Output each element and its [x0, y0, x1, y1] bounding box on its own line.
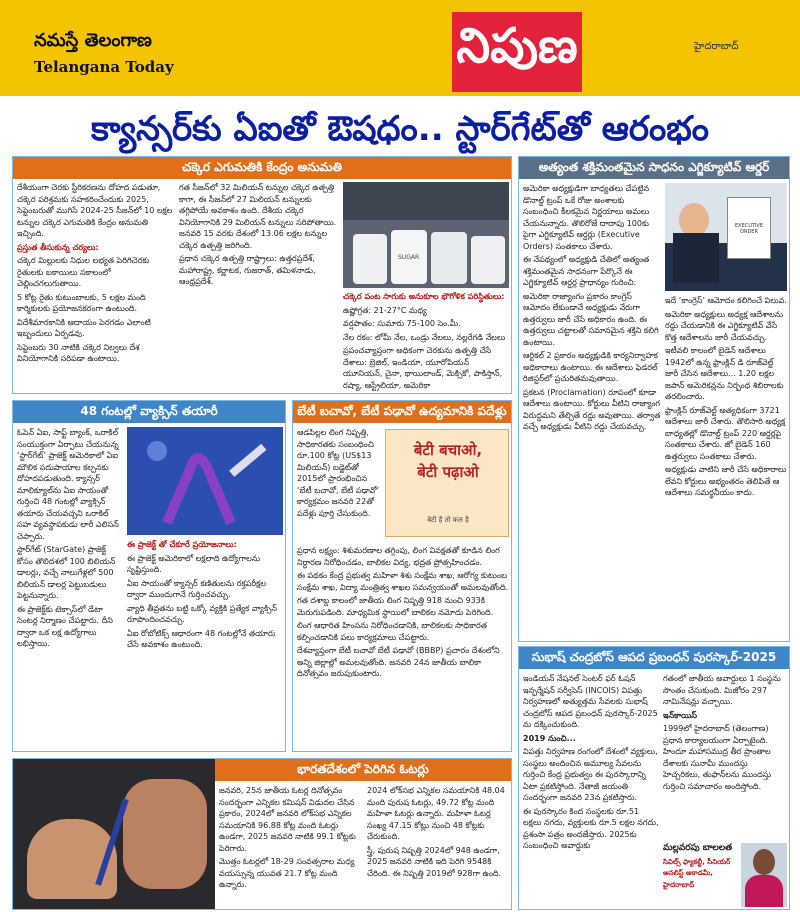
beti-p2: ప్రధాన లక్ష్యం: శిశుమరణాల తగ్గింపు, లింగ వివక్షతతో కూడిన లింగ నిర్ధారణ నిరోధించడం, బాలికల విద్య, భద్రత ప్రోత్సహించడం.	[297, 546, 500, 567]
sugar-col2	[179, 182, 339, 392]
order-p5: ప్రకటన (Proclamation) రూపంలో కూడా ఆదేశాలు ఉంటాయి. కోర్టులు వీటిని రాజ్యాంగ విరుద్ధమని తేల్చితే రద్దు అవుతాయి. తర్వాత వచ్చే అధ్యక్షుడు వీటిని రద్దు చేయవచ్చు.	[523, 387, 661, 431]
brand-telugu: నమస్తే తెలంగాణ	[34, 30, 152, 51]
poster-line1: बेटी बचाओ,	[413, 441, 483, 459]
sugar-c1: ఉష్ణోగ్రత: 21-27°C మధ్య	[343, 305, 427, 315]
beti-header: బేటీ బచావో, బేటీ పఢావో ఉద్యమానికి పదేళ్లు	[293, 401, 511, 423]
order-col2	[665, 295, 787, 641]
order-p9: ఫ్రాంక్లిన్ రూజ్‌వెల్ట్ అత్యధికంగా 3721 ఆదేశాలు జారీ చేశారు. తొలిసారి అధ్యక్ష బాధ్యతల్లో డొనాల్డ్ ట్రంప్ 220 ఆర్డర్లపై సంతకాలు చేశారు. జో బైడెన్ 160 ఉత్తర్వులు సంతకాలు చేశారు.	[665, 405, 786, 461]
award-p2: విపత్తు నిర్వహణ రంగంలో దేశంలో వ్యక్తులు, సంస్థలు అందించిన అమూల్య సేవలను గుర్తించి కేంద్ర ప్రభుత్వం ఈ పురస్కారాన్ని ఏటా ప్రకటిస్తోంది. నేతాజీ జయంతి సందర్భంగా జనవరి 23న ప్రకటిస్తారు.	[523, 747, 658, 802]
sugar-header: చక్కెర ఎగుమతికి కేంద్రం అనుమతి	[13, 157, 511, 179]
vaccine-sub: ఈ ప్రాజెక్ట్ తో చేకూరే ప్రయోజనాలు:	[127, 540, 237, 549]
voters-p2: మొత్తం ఓటర్లలో 18-29 సంవత్సరాల మధ్య వయస్సున్న యువత 21.7 కోట్ల మంది ఉన్నారు.	[219, 857, 355, 889]
trump-signing-photo	[665, 183, 787, 291]
award-article	[518, 646, 790, 910]
author-photo	[741, 843, 787, 907]
section-title: నిపుణ	[452, 12, 582, 92]
sugar-b4: సెప్టెంబరు 30 నాటికి చక్కెర నిల్వలు దేశ వినియోగానికి సరిపడా ఉంటాయి.	[17, 342, 140, 363]
voters-col2	[367, 785, 509, 909]
main-headline: క్యాన్సర్‌కు ఏఐతో ఔషధం.. స్టార్‌గేట్‌తో ఆరంభం	[90, 109, 710, 149]
vaccine-p3: ఈ ప్రాజెక్ట్‌కు టెక్సాస్‌లో డేటా సెంటర్ల నిర్మాణం చేపట్టారు. దీని ద్వారా ఒక లక్ష ఉద్యోగాలు లభిస్తాయి.	[17, 604, 113, 648]
dateline: హైదరాబాద్	[694, 41, 739, 52]
sugar-c3: నేల రకం: లోమీ నేల, ఒండ్రు నేలలు, నల్లరేగడి నేలలు	[343, 332, 506, 342]
beti-p6: దేశవ్యాప్తంగా బేటీ బచావో బేటీ పఢావో (BBBP) ప్రచారం దేశంలోని అన్ని జిల్లాల్లో అమలవుతోంది. జనవరి 24న జాతీయ బాలికా దినోత్సవం జరుపుకుంటారు.	[297, 646, 500, 678]
vaccine-col1	[17, 427, 123, 749]
brand-english: Telangana Today	[34, 58, 174, 76]
award-sub1: 2019 నుంచి...	[523, 733, 576, 743]
author-name: మల్లవరపు బాలలత	[663, 843, 733, 853]
award-header: సుభాష్ చంద్రబోస్ ఆపద ప్రబంధన్ పురస్కార్-2025	[519, 647, 789, 669]
order-header: అత్యంత శక్తిమంతమైన సాధనం ఎగ్జిక్యూటివ్ ఆర్డర్	[519, 157, 789, 179]
order-p4: ఆర్టికల్ 2 ప్రకారం అధ్యక్షుడికి కార్యనిర్వాహక అధికారాలు ఉంటాయి. ఈ ఆదేశాలు ఫెడరల్ రిజిస్టర్‌లో ప్రచురితమవుతాయి.	[523, 351, 658, 383]
sugar-intro: దేశీయంగా చెరకు స్టీరికరణను దోహద పడుతూ, చక్కెర పరిశ్రమకు సహకరించేందుకు 2025, సెప్టెంబరుతో ముగిసే 2024-25 సీజన్‌లో 10 లక్షల టన్నుల చక్కెర ఎగుమతికి కేంద్రం అనుమతి ఇచ్చింది.	[17, 183, 173, 238]
poster-line2: बेटी पढ़ाओ	[417, 463, 479, 481]
voters-col1	[219, 785, 363, 909]
order-p7: అమెరికా అధ్యక్షులు అధ్యక్ష ఆదేశాలను రద్దు చేయడానికి ఈ ఎగ్జిక్యూటివ్ వేసే కొత్త ఆదేశాలను జారీ చేయవచ్చు.	[665, 309, 784, 342]
order-sign-text: EXECUTIVE ORDER	[734, 223, 763, 235]
vaccine-p2: స్టార్‌గేట్ (StarGate) ప్రాజెక్ట్ కోసం తొలిదశలో 100 బిలియన్ డాలర్లు, వచ్చే నాలుగేళ్లలో 500 బిలియన్ డాలర్ల పెట్టుబడులు పెట్టనున్నారు.	[17, 545, 116, 600]
sugar-mid: గత సీజన్‌లో 32 మిలియన్ టన్నుల చక్కెర ఉత్పత్తి కాగా, ఈ సీజన్‌లో 27 మిలియన్ టన్నులకు తగ్గిపోయే అవకాశం ఉంది. దేశీయ చక్కెర వినియోగానికి 29 మిలియన్ టన్నులు సరిపోతాయి. జనవరి 15 వరకు దేశంలో 13.06 లక్షల టన్నుల చక్కెర ఉత్పత్తి జరిగింది.	[179, 183, 337, 250]
vaccine-article	[12, 400, 286, 752]
order-col1	[523, 183, 661, 641]
beti-col1	[297, 427, 381, 543]
award-sub2: ఇన్‌కాయిస్	[663, 710, 697, 720]
sugar-b2: 5 కోట్ల రైతు కుటుంబాలకు, 5 లక్షల మంది కార్మికులకు ప్రయోజనకరంగా ఉంటుంది.	[17, 292, 146, 313]
award-p5: 1999లో హైదరాబాద్ (తెలంగాణ) ప్రధాన కార్యాలయంగా ఏర్పాటైంది. హిందూ మహాసముద్ర తీర ప్రాంతాల దేశాలకు సునామీ ముందస్తు హెచ్చరికలు, తుఫాన్‌లను ముందస్తు గుర్తించి సమాచారం అందిస్తోంది.	[663, 724, 772, 791]
beti-article	[292, 400, 512, 752]
beti-p1: ఆడపిల్లల లింగ నిష్పత్తి, సాధికారతకు సంబంధించి రూ.100 కోట్ల (US$13 మిలియన్) బడ్జెట్‌తో 2015లో ప్రారంభించిన ‘బేటీ బచావో, బేటీ పఢావో’ కార్యక్రమం జనవరి 22తో పదేళ్లు పూర్తి చేసుకుంది.	[297, 428, 380, 518]
vaccine-header: 48 గంటల్లో వ్యాక్సిన్ తయారీ	[13, 401, 285, 423]
order-p6: ఇదే ‘కాంగ్రెస్’ ఆమోదం కలిగించే విలువ.	[665, 296, 787, 305]
ribbon-graphic	[127, 427, 283, 535]
poster-tag: बेटी है तो कल है	[427, 516, 469, 524]
author-title: సివిల్స్ ఫ్యాకల్టీ, సీనియర్ అనలిస్ట్ అకాడమీ, హైదరాబాద్	[663, 857, 731, 889]
voters-header: భారతదేశంలో పెరిగిన ఓటర్లు	[215, 759, 511, 781]
voters-p3: 2024 లోక్‌సభ ఎన్నికల సమయానికి 48.04 మంది పురుష ఓటర్లు, 49.72 కోట్ల మంది మహిళా ఓటర్లు ఉన్నారు. మహిళా ఓటర్ల సంఖ్య 47.15 కోట్లు నుంచి 48 కోట్లకు చేరుకుంది.	[367, 786, 505, 841]
beti-p3: ఈ పథకం కేంద్ర ప్రభుత్వ మహిళా శిశు సంక్షేమ శాఖ, ఆరోగ్య కుటుంబ సంక్షేమ శాఖ, విద్యా మంత్రిత్వ శాఖల సమన్వయంతో అమలవుతోంది.	[297, 571, 509, 592]
beti-col2	[297, 545, 509, 749]
beti-poster	[385, 429, 509, 537]
sugar-caption	[343, 291, 509, 392]
beti-p4: గత దశాబ్ద కాలంలో జాతీయ లింగ నిష్పత్తి 918 నుంచి 933కి మెరుగుపడింది. మాధ్యమిక స్థాయిలో బాలికల నమోదు పెరిగింది.	[297, 596, 494, 617]
vaccine-b3: వ్యాధి తీవ్రతను బట్టి ఒక్కో వ్యక్తికి ప్రత్యేక వ్యాక్సిన్ రూపొందించవచ్చు.	[127, 603, 277, 624]
vaccine-p1: ఓపెన్ ఏఐ, సాఫ్ట్ బ్యాంక్, ఒరాకిల్ సంయుక్తంగా ఏర్పాటు చేయనున్న ‘స్టార్‌గేట్’ ప్రాజెక్ట్ అమెరికాలో ఏఐ మౌలిక సదుపాయాల కల్పనకు దోహదపడుతుంది. క్యాన్సర్ మాలిక్యూల్‌ను ఏఐ సాయంతో గుర్తించి 48 గంటల్లో వ్యాక్సిన్ తయారు చేయవచ్చని ఒరాకిల్ సహ వ్యవస్థాపకుడు లారీ ఎలిసన్ చెప్పారు.	[17, 428, 119, 541]
author-credit	[663, 843, 737, 909]
sugar-col1	[17, 182, 175, 392]
voters-p4: స్త్రీ, పురుష నిష్పత్తి 2024లో 948 ఉండగా, 2025 జనవరి నాటికి ఇది పెరిగి 9548కి చేరింది. ఈ నిష్పత్తి 2019లో 928గా ఉంది.	[367, 845, 502, 878]
award-p1: ఇండియన్ నేషనల్ సెంటర్ ఫర్ ఓషన్ ఇన్ఫర్మేషన్ సర్వీసెస్ (INCOIS) విపత్తు నిర్వహణలో అత్యుత్తమ సేవలకు సుభాష్ చంద్రబోస్ ఆపద ప్రబంధన్ పురస్కార్-2025 ను దక్కించుకుంది.	[523, 674, 658, 729]
vaccine-b1: ఈ ప్రాజెక్ట్ అమెరికాలో లక్షలాది ఉద్యోగాలను సృష్టిస్తుంది.	[127, 553, 261, 574]
order-p8: ఇటీవలి కాలంలో బైడెన్ ఆదేశాలు 1942లో ఉన్న ఫ్రాంక్లిన్ డి రూజ్‌వెల్ట్ జారీ చేసిన ఆదేశాలు... 1.20 లక్షల జపాన్ అమెరికన్లను నిర్బంధ శిబిరాలకు తరలించారు.	[665, 346, 784, 401]
vaccine-ribbon-image	[127, 427, 283, 535]
award-col1	[523, 673, 659, 909]
sugar-mid2: ప్రధాన చక్కెర ఉత్పత్తి రాష్ట్రాలు: ఉత్తరప్రదేశ్, మహారాష్ట్ర, కర్ణాటక, గుజరాత్, తమిళనాడు, ఆంధ్రప్రదేశ్.	[179, 254, 316, 286]
award-p4: గతంలో జాతీయ అవార్డులు 1 సంస్థను సొంతం చేసుకుంది. మిజోరం 297 నామినేషన్లు వచ్చాయి.	[663, 674, 781, 706]
voters-article	[12, 758, 512, 910]
vaccine-b4: ఏఐ రోబోటిక్స్ ఆధారంగా 48 గంటల్లోనే తయారు చేసే అవకాశం ఉంటుంది.	[127, 628, 276, 649]
sugar-c4: ప్రపంచవ్యాప్తంగా అధికంగా చెరకును ఉత్పత్తి చేసే దేశాలు: బ్రెజిల్, ఇండియా, యూరోపియన్ యూనియన్, చైనా, థాయిలాండ్, మెక్సికో, పాకిస్తాన్, రష్యా, ఆస్ట్రేలియా, అమెరికా	[343, 346, 503, 390]
voter-ink-photo	[13, 759, 215, 909]
sugar-sub: ప్రస్తుత తీసుకున్న చర్యలు:	[17, 242, 99, 252]
order-p1: అమెరికా అధ్యక్షుడిగా బాధ్యతలు చేపట్టిన డొనాల్డ్ ట్రంప్ ఒకే రోజు అంశాలకు సంబంధించి కీలకమైన నిర్ణయాలు అమలు చేయనున్నారు. తొలిరోజే దాదాపు 100కు పైగా ఎగ్జిక్యూటివ్ ఆర్డర్లు (Executive Orders) సంతకాలు చేశారు.	[523, 184, 650, 251]
vaccine-b2: ఏఐ సాయంతో క్యాన్సర్ కణితులను రక్తపరీక్షల ద్వారా ముందుగానే గుర్తించవచ్చు.	[127, 578, 266, 599]
order-p10: అధ్యక్షుడు వాటిని జారీ చేసే అధికారాలు లేవని కోర్టులు అభ్యంతరం తెలిపితే ఆ ఆదేశాలు సమర్థనీయం కాదు.	[665, 465, 787, 497]
bag-label: SUGAR	[398, 254, 420, 261]
award-col2	[663, 673, 787, 839]
vaccine-col2	[127, 539, 283, 749]
voters-p1: జనవరి, 25న జాతీయ ఓటర్ల దినోత్సవం సందర్భంగా ఎన్నికల కమిషన్ విడుదల చేసిన ప్రకారం, 2024లో జనవరి లోక్‌సభ ఎన్నికల సమయానికి 96.88 కోట్ల మంది ఓటర్లు ఉండగా, 2025 జనవరి నాటికి 99.1 కోట్లకు పెరిగారు.	[219, 786, 356, 853]
sugar-article	[12, 156, 512, 394]
sugar-caption-title: చక్కెర పంట సాగుకు అనుకూల భౌగోళిక పరిస్థితులు:	[343, 292, 505, 301]
beti-p5: లింగ ఆధారిత హింసను నిరోధించడానికి, బాలికలకు సాధికారత కల్పించడానికి పలు కార్యక్రమాలు చేపట్టారు.	[297, 621, 487, 642]
order-p2: ఈ నేపథ్యంలో అధ్యక్షుడి చేతిలో అత్యంత శక్తిమంతమైన సాధనంగా పేర్కొనే ఈ ఎగ్జిక్యూటివ్ ఆర్డర్ల ప్రాధాన్యం గురించి:	[523, 255, 650, 287]
sugar-bags-photo	[343, 182, 509, 288]
sugar-b1: చక్కెర మిల్లులకు నిధుల లభ్యత పెరిగిచెరకు రైతులకు బకాయిలు సకాలంలో చెల్లించగలుగుతాయి.	[17, 256, 150, 288]
award-p3: ఈ పురస్కారం కింద సంస్థలకు రూ.51 లక్షలు నగదు, వ్యక్తులకు రూ.5 లక్షల నగదు, ప్రశంసా పత్రం అందజేస్తారు. 2025కు సంబంధించి అవార్డుకు	[523, 806, 659, 850]
order-article	[518, 156, 790, 642]
order-p3: అమెరికా రాజ్యాంగం ప్రకారం కాంగ్రెస్ ఆమోదం లేకుండానే అధ్యక్షుడు నేరుగా ఉత్తర్వులు జారీ చేసే అధికారం ఉంది. ఈ ఉత్తర్వులు చట్టాలతో సమానమైన శక్తిని కలిగి ఉంటాయి.	[523, 291, 659, 347]
sugar-b3: విదేశీమారకానికి ఆదాయం పెరగడం ఎలాంటి ఇబ్బందులు ఏర్పడవు.	[17, 317, 151, 338]
sugar-c2: వర్షపాతం: సుమారు 75-100 సెం.మీ.	[343, 319, 461, 328]
